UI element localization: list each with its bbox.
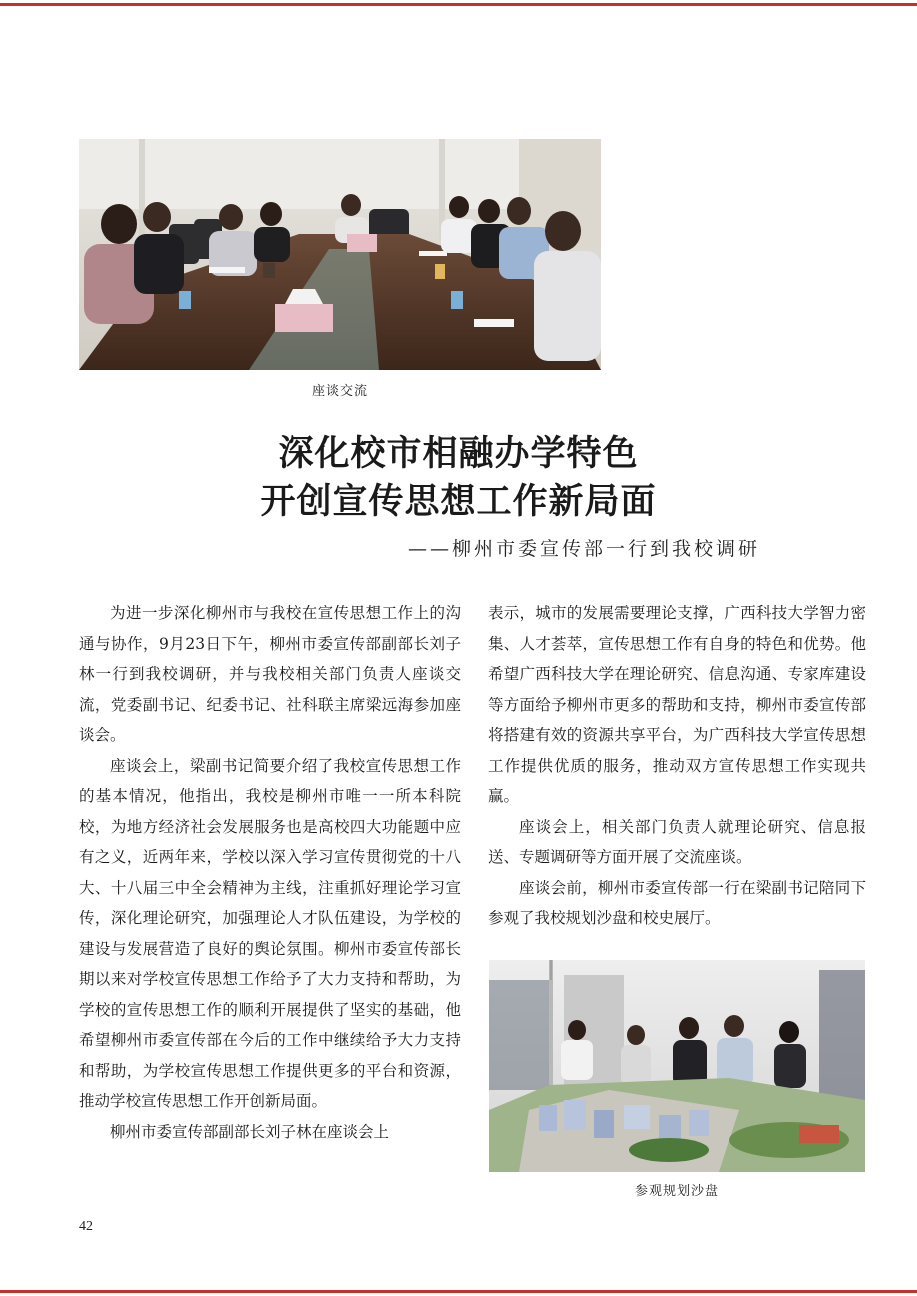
paragraph: 为进一步深化柳州市与我校在宣传思想工作上的沟通与协作，9月23日下午，柳州市委宣传部副部长刘子林一行到我校调研，并与我校相关部门负责人座谈交流，党委副书记、纪委书记、社科联主席梁远海参加座谈会。 <box>79 604 461 744</box>
paragraph: 柳州市委宣传部副部长刘子林在座谈会上 <box>110 1122 390 1141</box>
paragraph: 座谈会上，相关部门负责人就理论研究、信息报送、专题调研等方面开展了交流座谈。 <box>488 817 866 866</box>
article-subtitle: ——柳州市委宣传部一行到我校调研 <box>407 538 760 560</box>
paragraph: 座谈会上，梁副书记简要介绍了我校宣传思想工作的基本情况，他指出，我校是柳州市唯一一所本科院校，为地方经济社会发展服务也是高校四大功能题中应有之义，近两年来，学校以深入学习宣传贯彻党的十八大、十八届三中全会精神为主线，注重抓好理论学习宣传，深化理论研究，加强理论人才队伍建设，为学校的建设与发展营造了良好的舆论氛围。柳州市委宣传部长期以来对学校宣传思想工作给予了大力支持和帮助，为学校的宣传思想工作的顺利开展提供了坚实的基础，他希望柳州市委宣传部在今后的工作中继续给予大力支持和帮助，为学校宣传思想工作提供更多的平台和资源，推动学校宣传思想工作开创新局面。 <box>79 756 461 1110</box>
article-column-left <box>79 598 461 1147</box>
sand-table-photo-illustration <box>489 960 865 1172</box>
top-red-rule <box>0 3 917 6</box>
meeting-photo-caption: 座谈交流 <box>311 384 368 399</box>
meeting-photo-illustration <box>79 139 601 370</box>
paragraph: 座谈会前，柳州市委宣传部一行在梁副书记陪同下参观了我校规划沙盘和校史展厅。 <box>488 878 866 927</box>
bottom-red-rule <box>0 1290 917 1293</box>
article-title-line-1: 深化校市相融办学特色 <box>278 433 639 474</box>
sand-table-photo-caption: 参观规划沙盘 <box>634 1184 719 1199</box>
paragraph-continued: 表示，城市的发展需要理论支撑，广西科技大学智力密集、人才荟萃，宣传思想工作有自身的特色和优势。他希望广西科技大学在理论研究、信息沟通、专家库建设等方面给予柳州市更多的帮助和支持，柳州市委宣传部将搭建有效的资源共享平台，为广西科技大学宣传思想工作提供优质的服务，推动双方宣传思想工作实现共赢。 <box>488 604 866 805</box>
page-number: 42 <box>79 1219 93 1234</box>
meeting-photo <box>79 139 601 370</box>
article-title-line-2: 开创宣传思想工作新局面 <box>260 481 657 522</box>
article-column-right <box>488 598 866 934</box>
sand-table-photo <box>489 960 865 1172</box>
